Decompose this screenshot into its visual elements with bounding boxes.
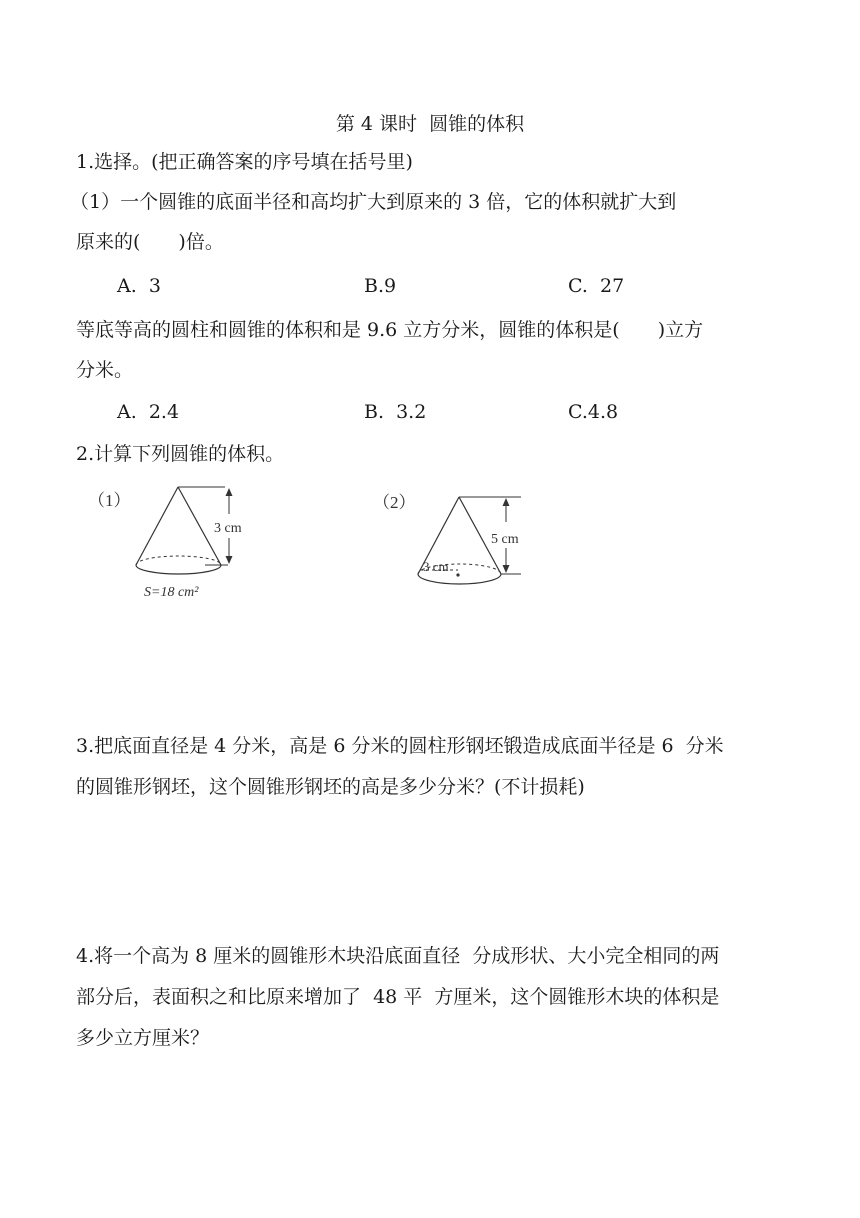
q1-sub2-option-c: C.4.8 <box>568 401 619 423</box>
q3-line1: 3.把底面直径是 4 分米，高是 6 分米的圆柱形钢坯锻造成底面半径是 6 分米 <box>76 735 724 757</box>
q3-line2: 的圆锥形钢坯，这个圆锥形钢坯的高是多少分米？(不计损耗) <box>76 776 585 798</box>
q1-sub2-option-a: A. 2.4 <box>117 401 180 423</box>
q1-sub2-line2: 分米。 <box>76 359 134 381</box>
q1-sub2-line1: 等底等高的圆柱和圆锥的体积和是 9.6 立方分米，圆锥的体积是( )立方 <box>76 319 704 341</box>
fig1-label: （1） <box>88 491 131 510</box>
cone-figure-2 <box>365 486 545 596</box>
q1-sub2-option-b: B. 3.2 <box>364 401 427 423</box>
q4-line1: 4.将一个高为 8 厘米的圆锥形木块沿底面直径 分成形状、大小完全相同的两 <box>76 945 720 967</box>
page-title: 第 4 课时 圆锥的体积 <box>335 113 525 135</box>
fig2-height-label: 5 cm <box>491 532 519 547</box>
q1-sub1-line1: （1）一个圆锥的底面半径和高均扩大到原来的 3 倍，它的体积就扩大到 <box>70 191 677 213</box>
fig1-area-label: S=18 cm² <box>144 585 199 600</box>
fig1-height-label: 3 cm <box>214 521 242 536</box>
q1-sub1-option-b: B.9 <box>364 275 397 297</box>
q1-sub1-option-c: C. 27 <box>568 275 625 297</box>
q1-sub1-option-a: A. 3 <box>117 275 161 297</box>
fig2-label: （2） <box>373 493 416 512</box>
fig2-radius-label: 3 cm <box>423 559 449 574</box>
cone-figure-1 <box>80 478 260 603</box>
q4-line3: 多少立方厘米？ <box>76 1027 210 1049</box>
q1-sub1-line2: 原来的( )倍。 <box>76 231 224 253</box>
q4-line2: 部分后，表面积之和比原来增加了 48 平 方厘米，这个圆锥形木块的体积是 <box>76 986 720 1008</box>
q2-heading: 2.计算下列圆锥的体积。 <box>76 443 285 465</box>
q1-heading: 1.选择。(把正确答案的序号填在括号里) <box>76 151 413 173</box>
